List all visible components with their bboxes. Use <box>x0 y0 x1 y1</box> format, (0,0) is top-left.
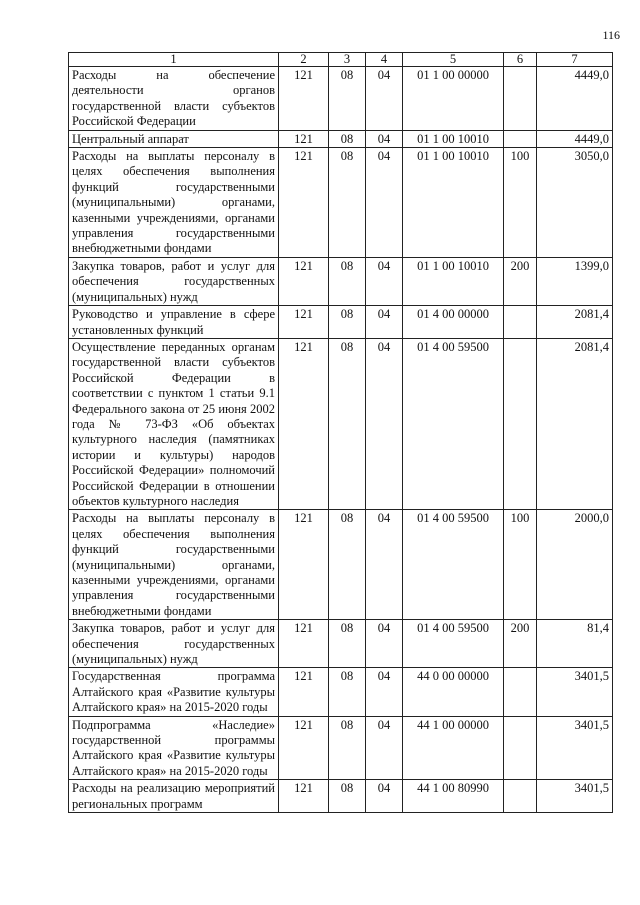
header-cell: 5 <box>403 53 504 67</box>
row-target: 01 4 00 59500 <box>403 510 504 620</box>
row-name: Расходы на выплаты персоналу в целях обеспечения выполнения функций государственными (муниципальными) органами, казенными учреждениями, органами управления государственными внебюджетными фондами <box>69 510 279 620</box>
header-cell: 4 <box>366 53 403 67</box>
header-cell: 6 <box>504 53 537 67</box>
table-row <box>69 338 613 509</box>
row-expense-type: 100 <box>504 148 537 258</box>
row-subsection: 04 <box>366 130 403 147</box>
header-cell: 7 <box>537 53 613 67</box>
row-target: 44 1 00 00000 <box>403 716 504 780</box>
row-subsection: 04 <box>366 510 403 620</box>
row-name: Закупка товаров, работ и услуг для обеспечения государственных (муниципальных) нужд <box>69 257 279 305</box>
row-target: 01 1 00 10010 <box>403 148 504 258</box>
row-amount: 3401,5 <box>537 780 613 813</box>
row-section: 08 <box>329 67 366 131</box>
row-expense-type <box>504 67 537 131</box>
row-expense-type <box>504 306 537 339</box>
header-cell: 1 <box>69 53 279 67</box>
header-cell: 3 <box>329 53 366 67</box>
row-ministry: 121 <box>279 338 329 509</box>
row-target: 01 1 00 10010 <box>403 257 504 305</box>
row-amount: 2081,4 <box>537 338 613 509</box>
row-name: Расходы на выплаты персоналу в целях обеспечения выполнения функций государственными (муниципальными) органами, казенными учреждениями, органами управления государственными внебюджетными фондами <box>69 148 279 258</box>
row-name: Осуществление переданных органам государственной власти субъектов Российской Федерации в соответствии с пунктом 1 статьи 9.1 Федерального закона от 25 июня 2002 года № 73-ФЗ «Об объектах культурного наследия (памятниках истории и культуры) народов Российской Федерации» полномочий Российской Федерации в отношении объектов культурного наследия <box>69 338 279 509</box>
table-row <box>69 130 613 147</box>
row-expense-type <box>504 668 537 716</box>
row-amount: 81,4 <box>537 620 613 668</box>
row-subsection: 04 <box>366 780 403 813</box>
row-name: Руководство и управление в сфере установленных функций <box>69 306 279 339</box>
row-subsection: 04 <box>366 306 403 339</box>
row-subsection: 04 <box>366 67 403 131</box>
table-row <box>69 148 613 258</box>
table-row <box>69 780 613 813</box>
row-ministry: 121 <box>279 130 329 147</box>
row-target: 01 4 00 00000 <box>403 306 504 339</box>
row-expense-type <box>504 780 537 813</box>
row-name: Подпрограмма «Наследие» государственной программы Алтайского края «Развитие культуры Алтайского края» на 2015-2020 годы <box>69 716 279 780</box>
row-ministry: 121 <box>279 510 329 620</box>
row-amount: 2081,4 <box>537 306 613 339</box>
row-expense-type: 200 <box>504 257 537 305</box>
row-name: Государственная программа Алтайского края «Развитие культуры Алтайского края» на 2015-2020 годы <box>69 668 279 716</box>
row-amount: 4449,0 <box>537 67 613 131</box>
table-row <box>69 668 613 716</box>
row-expense-type <box>504 716 537 780</box>
row-subsection: 04 <box>366 148 403 258</box>
row-section: 08 <box>329 510 366 620</box>
row-section: 08 <box>329 716 366 780</box>
row-ministry: 121 <box>279 67 329 131</box>
row-ministry: 121 <box>279 780 329 813</box>
row-target: 01 1 00 10010 <box>403 130 504 147</box>
row-amount: 3401,5 <box>537 716 613 780</box>
row-section: 08 <box>329 338 366 509</box>
table-row <box>69 67 613 131</box>
row-amount: 3050,0 <box>537 148 613 258</box>
row-amount: 1399,0 <box>537 257 613 305</box>
row-name: Закупка товаров, работ и услуг для обеспечения государственных (муниципальных) нужд <box>69 620 279 668</box>
row-amount: 4449,0 <box>537 130 613 147</box>
row-section: 08 <box>329 257 366 305</box>
budget-table <box>68 52 613 813</box>
row-target: 01 4 00 59500 <box>403 620 504 668</box>
row-target: 44 1 00 80990 <box>403 780 504 813</box>
row-amount: 2000,0 <box>537 510 613 620</box>
row-expense-type <box>504 338 537 509</box>
row-ministry: 121 <box>279 620 329 668</box>
header-row <box>69 53 613 67</box>
row-amount: 3401,5 <box>537 668 613 716</box>
row-name: Центральный аппарат <box>69 130 279 147</box>
row-expense-type: 100 <box>504 510 537 620</box>
row-section: 08 <box>329 130 366 147</box>
row-expense-type <box>504 130 537 147</box>
row-target: 01 4 00 59500 <box>403 338 504 509</box>
row-section: 08 <box>329 306 366 339</box>
row-section: 08 <box>329 668 366 716</box>
row-ministry: 121 <box>279 306 329 339</box>
row-subsection: 04 <box>366 620 403 668</box>
row-name: Расходы на реализацию мероприятий региональных программ <box>69 780 279 813</box>
row-subsection: 04 <box>366 338 403 509</box>
row-name: Расходы на обеспечение деятельности органов государственной власти субъектов Российской Федерации <box>69 67 279 131</box>
row-subsection: 04 <box>366 716 403 780</box>
page-number: 116 <box>602 28 620 42</box>
row-ministry: 121 <box>279 148 329 258</box>
row-ministry: 121 <box>279 257 329 305</box>
table-row <box>69 306 613 339</box>
row-subsection: 04 <box>366 257 403 305</box>
row-target: 44 0 00 00000 <box>403 668 504 716</box>
table-row <box>69 716 613 780</box>
row-section: 08 <box>329 148 366 258</box>
table-row <box>69 510 613 620</box>
table-row <box>69 620 613 668</box>
row-subsection: 04 <box>366 668 403 716</box>
row-expense-type: 200 <box>504 620 537 668</box>
header-cell: 2 <box>279 53 329 67</box>
row-ministry: 121 <box>279 716 329 780</box>
table-row <box>69 257 613 305</box>
row-target: 01 1 00 00000 <box>403 67 504 131</box>
row-section: 08 <box>329 780 366 813</box>
row-ministry: 121 <box>279 668 329 716</box>
row-section: 08 <box>329 620 366 668</box>
